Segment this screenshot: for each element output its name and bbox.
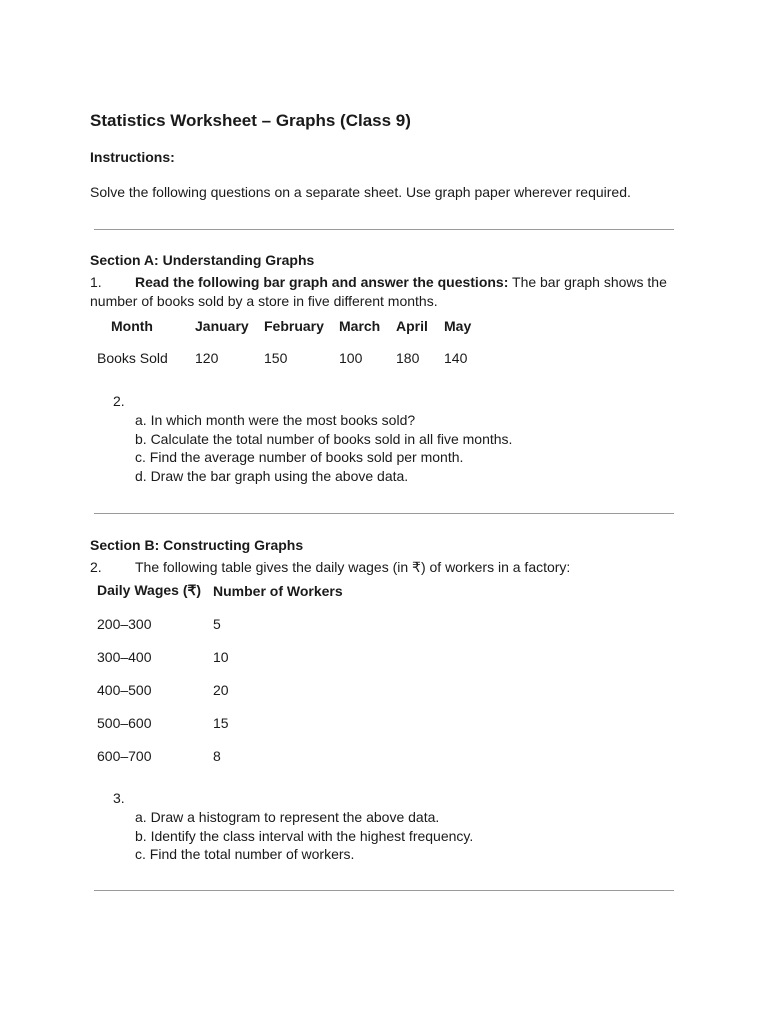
table-header-cell: February: [264, 318, 324, 334]
subquestion: b. Calculate the total number of books sold in all five months.: [135, 430, 513, 447]
table-cell: 5: [213, 615, 221, 632]
table-cell: 400–500: [97, 681, 152, 698]
table-cell: 150: [264, 350, 288, 366]
table-row: [97, 739, 363, 772]
table-header-cell: January: [195, 318, 249, 334]
instructions-heading: Instructions:: [90, 149, 175, 165]
question-3-subitems: [135, 808, 473, 864]
section-b-heading: Section B: Constructing Graphs: [90, 537, 304, 553]
subquestion: c. Find the total number of workers.: [135, 846, 355, 863]
subquestion: b. Identify the class interval with the highest frequency.: [135, 827, 474, 844]
question-2-subitems: [135, 411, 512, 486]
table-cell: 15: [213, 714, 229, 731]
table-header-cell: Daily Wages (₹): [97, 582, 202, 598]
table-header-cell: March: [339, 318, 381, 334]
table-row: [97, 607, 363, 640]
table-cell: Books Sold: [97, 350, 168, 366]
table-row: [97, 706, 363, 739]
table-header-row: [97, 574, 363, 607]
question-1-text: The bar graph shows the: [508, 274, 667, 290]
divider: [94, 513, 674, 514]
table-header-cell: May: [444, 318, 472, 334]
table-header-row: [97, 310, 484, 342]
table-cell: 600–700: [97, 747, 152, 764]
table-row: [97, 342, 484, 374]
table-cell: 200–300: [97, 615, 152, 632]
subquestion: c. Find the average number of books sold per month.: [135, 449, 464, 466]
table-cell: 20: [213, 681, 229, 698]
table-header-cell: Number of Workers: [213, 582, 343, 599]
table-header-cell: Month: [111, 318, 153, 334]
wages-table: [97, 574, 363, 772]
divider: [94, 229, 674, 230]
section-a-heading: Section A: Understanding Graphs: [90, 252, 315, 268]
table-cell: 500–600: [97, 714, 152, 731]
section-b-question-2-text: The following table gives the daily wages (in ₹) of workers in a factory:: [135, 559, 571, 575]
table-cell: 8: [213, 747, 221, 764]
question-1-number: 1.: [90, 274, 102, 290]
table-cell: 100: [339, 350, 363, 366]
instructions-text: Solve the following questions on a separate sheet. Use graph paper wherever required.: [90, 184, 631, 200]
question-1-line1: [135, 274, 667, 290]
books-sold-table: [97, 310, 484, 374]
question-1-line2: number of books sold by a store in five different months.: [90, 293, 438, 309]
subquestion: a. In which month were the most books sold?: [135, 412, 416, 428]
subquestion: d. Draw the bar graph using the above data.: [135, 468, 409, 485]
question-2-number: 2.: [113, 393, 125, 409]
table-cell: 140: [444, 350, 468, 366]
table-cell: 10: [213, 648, 229, 665]
table-cell: 120: [195, 350, 219, 366]
divider: [94, 890, 674, 891]
table-row: [97, 640, 363, 673]
section-b-question-2-number: 2.: [90, 559, 102, 575]
page-title: Statistics Worksheet – Graphs (Class 9): [90, 111, 411, 130]
table-row: [97, 673, 363, 706]
table-cell: 180: [396, 350, 420, 366]
table-header-cell: April: [396, 318, 428, 334]
subquestion: a. Draw a histogram to represent the above data.: [135, 809, 440, 825]
question-1-bold-text: Read the following bar graph and answer the questions:: [135, 274, 509, 290]
table-cell: 300–400: [97, 648, 152, 665]
question-3-number: 3.: [113, 790, 125, 806]
